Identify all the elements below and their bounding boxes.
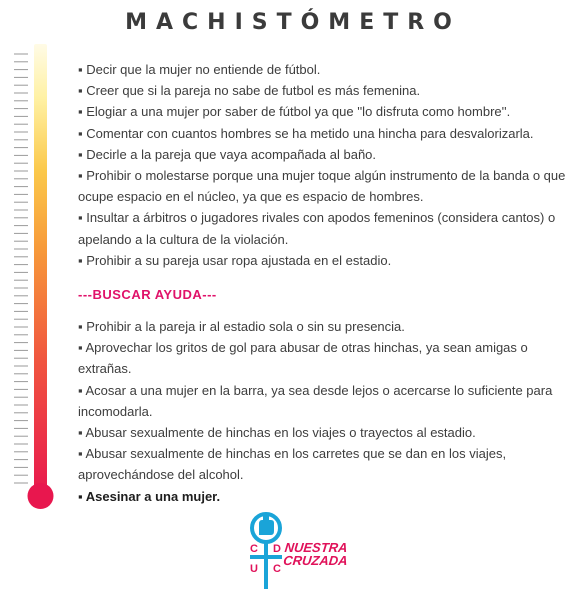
list-item: ▪ Decirle a la pareja que vaya acompañada al baño. [78, 146, 377, 162]
list-item: ▪ Acosar a una mujer en la barra, ya sea desde lejos o acercarse lo suficiente para incomodarla. [78, 382, 553, 419]
list-item: ▪ Prohibir o molestarse porque una mujer toque algún instrumento de la banda o que ocupe espacio en el núcleo, ya que es espacio de hombres. [78, 168, 566, 205]
list-item: ▪ Abusar sexualmente de hinchas en los viajes o trayectos al estadio. [78, 425, 476, 441]
logo-nuestra-cruzada [244, 511, 364, 591]
logo-letter: C [250, 543, 258, 555]
list-item: ▪ Aprovechar los gritos de gol para abusar de otras hinchas, ya sean amigas o extrañas. [78, 340, 528, 377]
logo-text-line2: CRUZADA [282, 553, 349, 568]
venus-fist-icon [244, 511, 288, 589]
thermometer-gauge [14, 44, 74, 514]
logo-letter: D [273, 543, 281, 555]
list-item: ▪ Creer que si la pareja no sabe de futbol es más femenina. [78, 83, 421, 99]
page-title: MACHISTÓMETRO [125, 10, 461, 35]
logo-text-line1: NUESTRA [283, 540, 349, 555]
list-item: ▪ Elogiar a una mujer por saber de fútbol ya que ''lo disfruta como hombre''. [78, 104, 511, 120]
list-item: ▪ Insultar a árbitros o jugadores rivales con apodos femeninos (considera cantos) o apelando a la cultura de la violación. [78, 210, 556, 247]
list-item: ▪ Prohibir a la pareja ir al estadio sola o sin su presencia. [78, 319, 405, 334]
behaviors-list-mild [78, 59, 574, 271]
list-item: ▪ Prohibir a su pareja usar ropa ajustada en el estadio. [78, 252, 392, 268]
logo-letter: U [250, 563, 258, 575]
gauge-ticks [14, 54, 28, 483]
logo-letter: C [273, 563, 281, 575]
list-item-final: ▪ Asesinar a una mujer. [78, 488, 221, 504]
logo-wordmark [283, 541, 350, 567]
help-alert-label: ---BUSCAR AYUDA--- [78, 287, 217, 302]
list-item: ▪ Decir que la mujer no entiende de fútbol. [78, 62, 321, 77]
gauge-bulb [28, 483, 54, 509]
gauge-bar [34, 44, 47, 499]
behaviors-list-severe [78, 316, 574, 507]
list-item: ▪ Comentar con cuantos hombres se ha metido una hincha para desvalorizarla. [78, 125, 534, 141]
list-item: ▪ Abusar sexualmente de hinchas en los carretes que se dan en los viajes, aprovechándose del alcohol. [78, 446, 507, 483]
